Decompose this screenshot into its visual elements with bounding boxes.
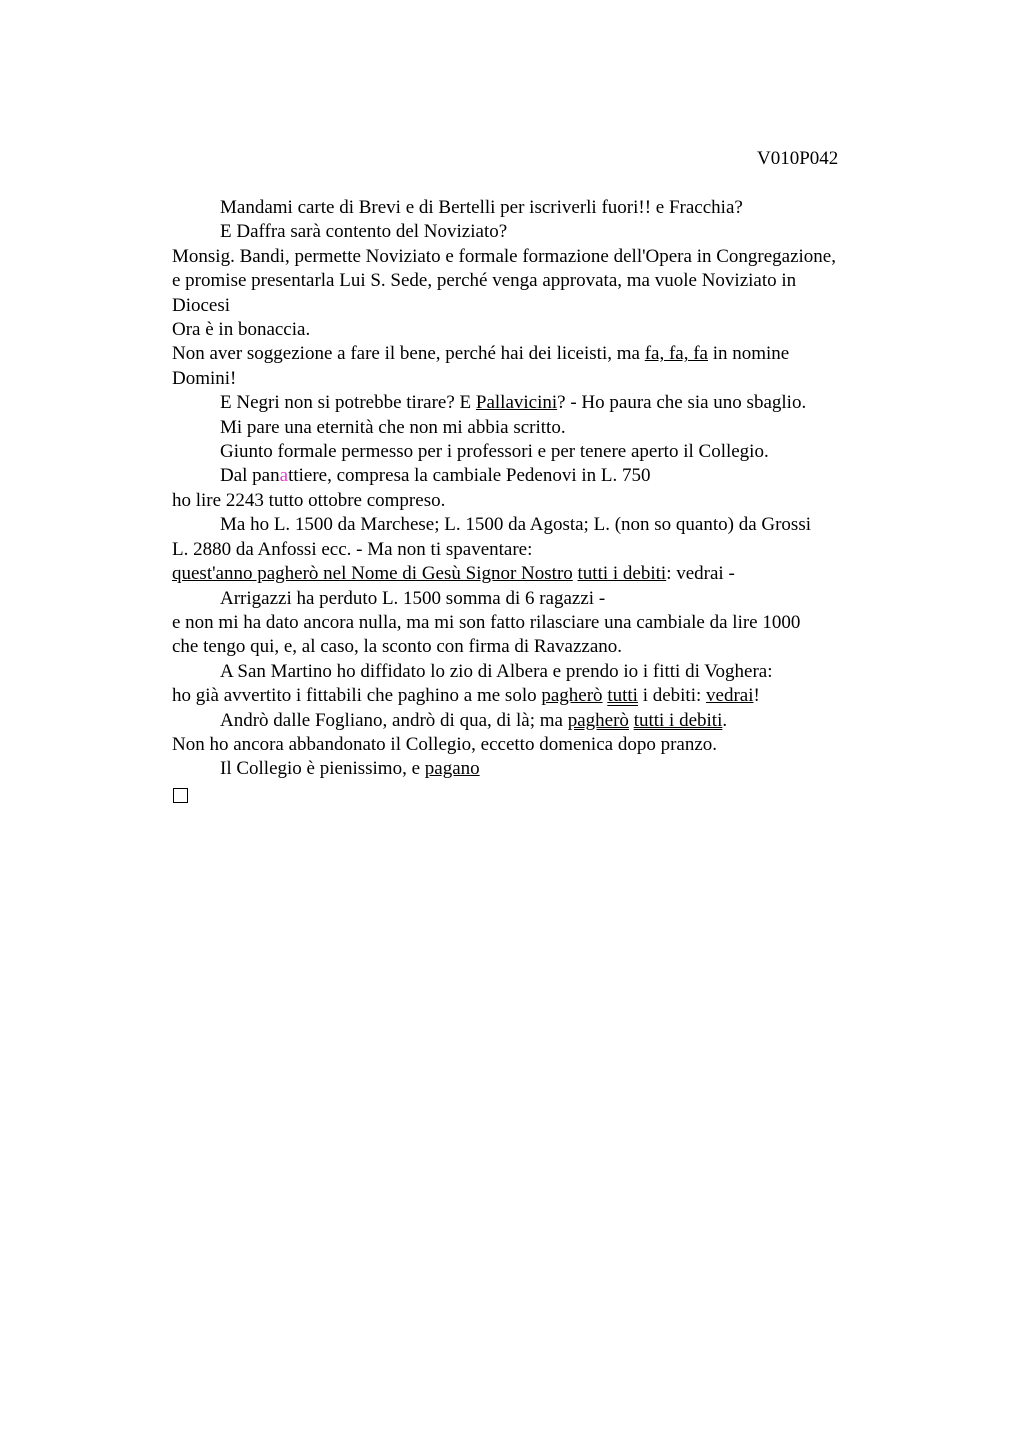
text-run: Il Collegio è pienissimo, e	[220, 758, 425, 780]
text-line	[172, 464, 902, 488]
text-line	[172, 391, 902, 415]
text-run: Non aver soggezione a fare il bene, perché hai dei liceisti, ma	[172, 343, 645, 365]
text-run: Giunto formale permesso per i professori e per tenere aperto il Collegio.	[220, 441, 769, 463]
text-run: .	[722, 709, 728, 731]
text-line	[172, 245, 902, 269]
text-line	[172, 538, 902, 562]
text-run: Mandami carte di Brevi e di Bertelli per iscriverli fuori!! e Fracchia?	[220, 197, 743, 218]
text-run: L. 2880 da Anfossi ecc. - Ma non ti spaventare:	[172, 538, 533, 560]
highlighted-letter: a	[279, 465, 289, 487]
text-line	[172, 587, 902, 611]
letter-body	[172, 196, 902, 803]
text-line	[172, 513, 902, 537]
text-line	[172, 684, 902, 708]
text-run: che tengo qui, e, al caso, la sconto con firma di Ravazzano.	[172, 636, 623, 658]
text-run: i debiti:	[637, 685, 707, 707]
text-line	[172, 440, 902, 464]
text-run: in nomine	[707, 343, 790, 365]
text-run: !	[753, 685, 760, 707]
text-line	[172, 660, 902, 684]
text-line	[172, 416, 902, 440]
underlined-text: fa, fa, fa	[644, 343, 708, 365]
text-run: ho lire 2243 tutto ottobre compreso.	[172, 489, 446, 511]
text-run: Domini!	[172, 367, 237, 389]
underlined-text: tutti i debiti	[577, 563, 667, 585]
text-line	[172, 318, 902, 342]
text-line	[172, 611, 902, 635]
text-line	[172, 635, 902, 659]
text-run: e promise presentarla Lui S. Sede, perché venga approvata, ma vuole Noviziato in	[172, 270, 797, 292]
double-underlined-text: pagherò	[567, 709, 629, 731]
text-run: Dal pan	[220, 465, 280, 487]
text-line	[172, 562, 902, 586]
text-line	[172, 196, 902, 220]
text-run: Ora è in bonaccia.	[172, 319, 311, 341]
text-run: ? - Ho paura che sia uno sbaglio.	[557, 392, 807, 414]
text-line	[172, 733, 902, 757]
text-line	[172, 220, 902, 244]
text-line	[172, 269, 902, 293]
text-run: ho già avvertito i fittabili che paghino a me solo	[172, 685, 542, 707]
double-underlined-text: tutti i debiti	[633, 709, 723, 731]
checkbox-icon	[173, 788, 188, 803]
text-run: E Negri non si potrebbe tirare? E	[220, 392, 476, 414]
text-line	[172, 342, 902, 366]
text-run: Monsig. Bandi, permette Noviziato e formale formazione dell'Opera in Congregazione,	[172, 245, 836, 267]
text-run: Diocesi	[172, 294, 231, 316]
underlined-text: pagano	[424, 758, 480, 780]
text-run: Non ho ancora abbandonato il Collegio, eccetto domenica dopo pranzo.	[172, 733, 718, 755]
text-line	[172, 709, 902, 733]
text-line	[172, 294, 902, 318]
text-run: e non mi ha dato ancora nulla, ma mi son fatto rilasciare una cambiale da lire 1000	[172, 611, 801, 633]
page-identifier: V010P042	[757, 148, 839, 169]
text-run: : vedrai -	[666, 563, 735, 585]
text-run: Arrigazzi ha perduto L. 1500 somma di 6 ragazzi -	[220, 587, 606, 609]
underlined-text: pagherò	[541, 685, 603, 707]
text-run: A San Martino ho diffidato lo zio di Albera e prendo io i fitti di Voghera:	[220, 660, 773, 682]
text-run: E Daffra sarà contento del Noviziato?	[220, 221, 508, 243]
text-run: Andrò dalle Fogliano, andrò di qua, di là; ma	[220, 709, 568, 731]
underlined-text: quest'anno pagherò nel Nome di Gesù Signor Nostro	[172, 563, 573, 585]
text-line	[172, 367, 902, 391]
double-underlined-text: tutti	[607, 685, 638, 707]
text-line	[172, 489, 902, 513]
text-run: Ma ho L. 1500 da Marchese; L. 1500 da Agosta; L. (non so quanto) da Grossi	[220, 514, 812, 536]
text-run: ttiere, compresa la cambiale Pedenovi in L. 750	[288, 465, 651, 487]
underlined-text: Pallavicini	[475, 392, 558, 414]
text-line	[172, 757, 902, 781]
text-run: Mi pare una eternità che non mi abbia scritto.	[220, 416, 566, 438]
underlined-text: vedrai	[706, 685, 754, 707]
